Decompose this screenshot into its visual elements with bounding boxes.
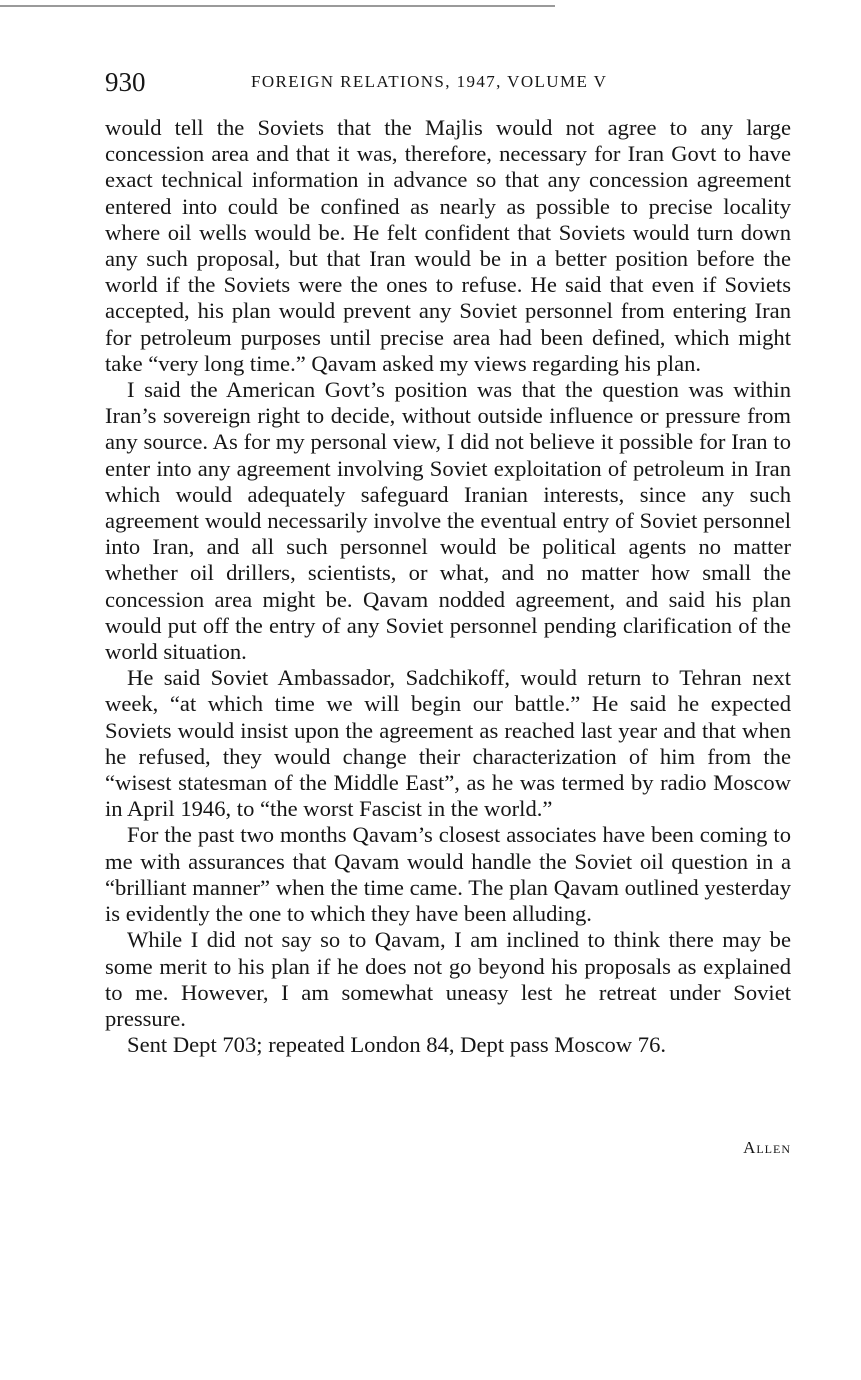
page-header <box>105 64 791 100</box>
paragraph-3: He said Soviet Ambassador, Sadchikoff, would return to Tehran next week, “at which time we will begin our battle.” He said he expected Soviets would insist upon the agreement as reached last year and that when he refused, they would change their characterization of him from the “wisest statesman of the Middle East”, as he was termed by radio Moscow in April 1946, to “the worst Fascist in the world.” <box>105 665 791 822</box>
paragraph-1: would tell the Soviets that the Majlis would not agree to any large concession area and that it was, therefore, necessary for Iran Govt to have exact technical information in advance so that any concession agreement entered into could be confined as nearly as possible to precise locality where oil wells would be. He felt confident that Soviets would turn down any such proposal, but that Iran would be in a better position before the world if the Soviets were the ones to refuse. He said that even if Soviets accepted, his plan would prevent any Soviet personnel from entering Iran for petroleum purposes until precise area had been defined, which might take “very long time.” Qavam asked my views regarding his plan. <box>105 115 791 376</box>
paragraph-5: While I did not say so to Qavam, I am inclined to think there may be some merit to his plan if he does not go beyond his proposals as explained to me. However, I am somewhat uneasy lest he retreat under Soviet pressure. <box>105 927 791 1031</box>
paragraph-6: Sent Dept 703; repeated London 84, Dept pass Moscow 76. <box>127 1032 667 1058</box>
paragraph-2: I said the American Govt’s position was that the question was within Iran’s sovereign right to decide, without outside influence or pressure from any source. As for my personal view, I did not believe it possible for Iran to enter into any agreement involving Soviet exploitation of petroleum in Iran which would adequately safeguard Iranian interests, since any such agreement would necessarily involve the eventual entry of Soviet personnel into Iran, and all such personnel would be political agents no matter whether oil drillers, scientists, or what, and no matter how small the concession area might be. Qavam nodded agreement, and said his plan would put off the entry of any Soviet personnel pending clarification of the world situation. <box>105 377 791 665</box>
paragraph-4: For the past two months Qavam’s closest associates have been coming to me with assurances that Qavam would handle the Soviet oil question in a “brilliant manner” when the time came. The plan Qavam outlined yesterday is evidently the one to which they have been alluding. <box>105 822 791 927</box>
signature: Allen <box>743 1138 791 1157</box>
page-number: 930 <box>105 67 146 97</box>
running-head: FOREIGN RELATIONS, 1947, VOLUME V <box>251 72 608 91</box>
top-border-line <box>0 5 555 7</box>
document-body <box>105 115 791 1058</box>
